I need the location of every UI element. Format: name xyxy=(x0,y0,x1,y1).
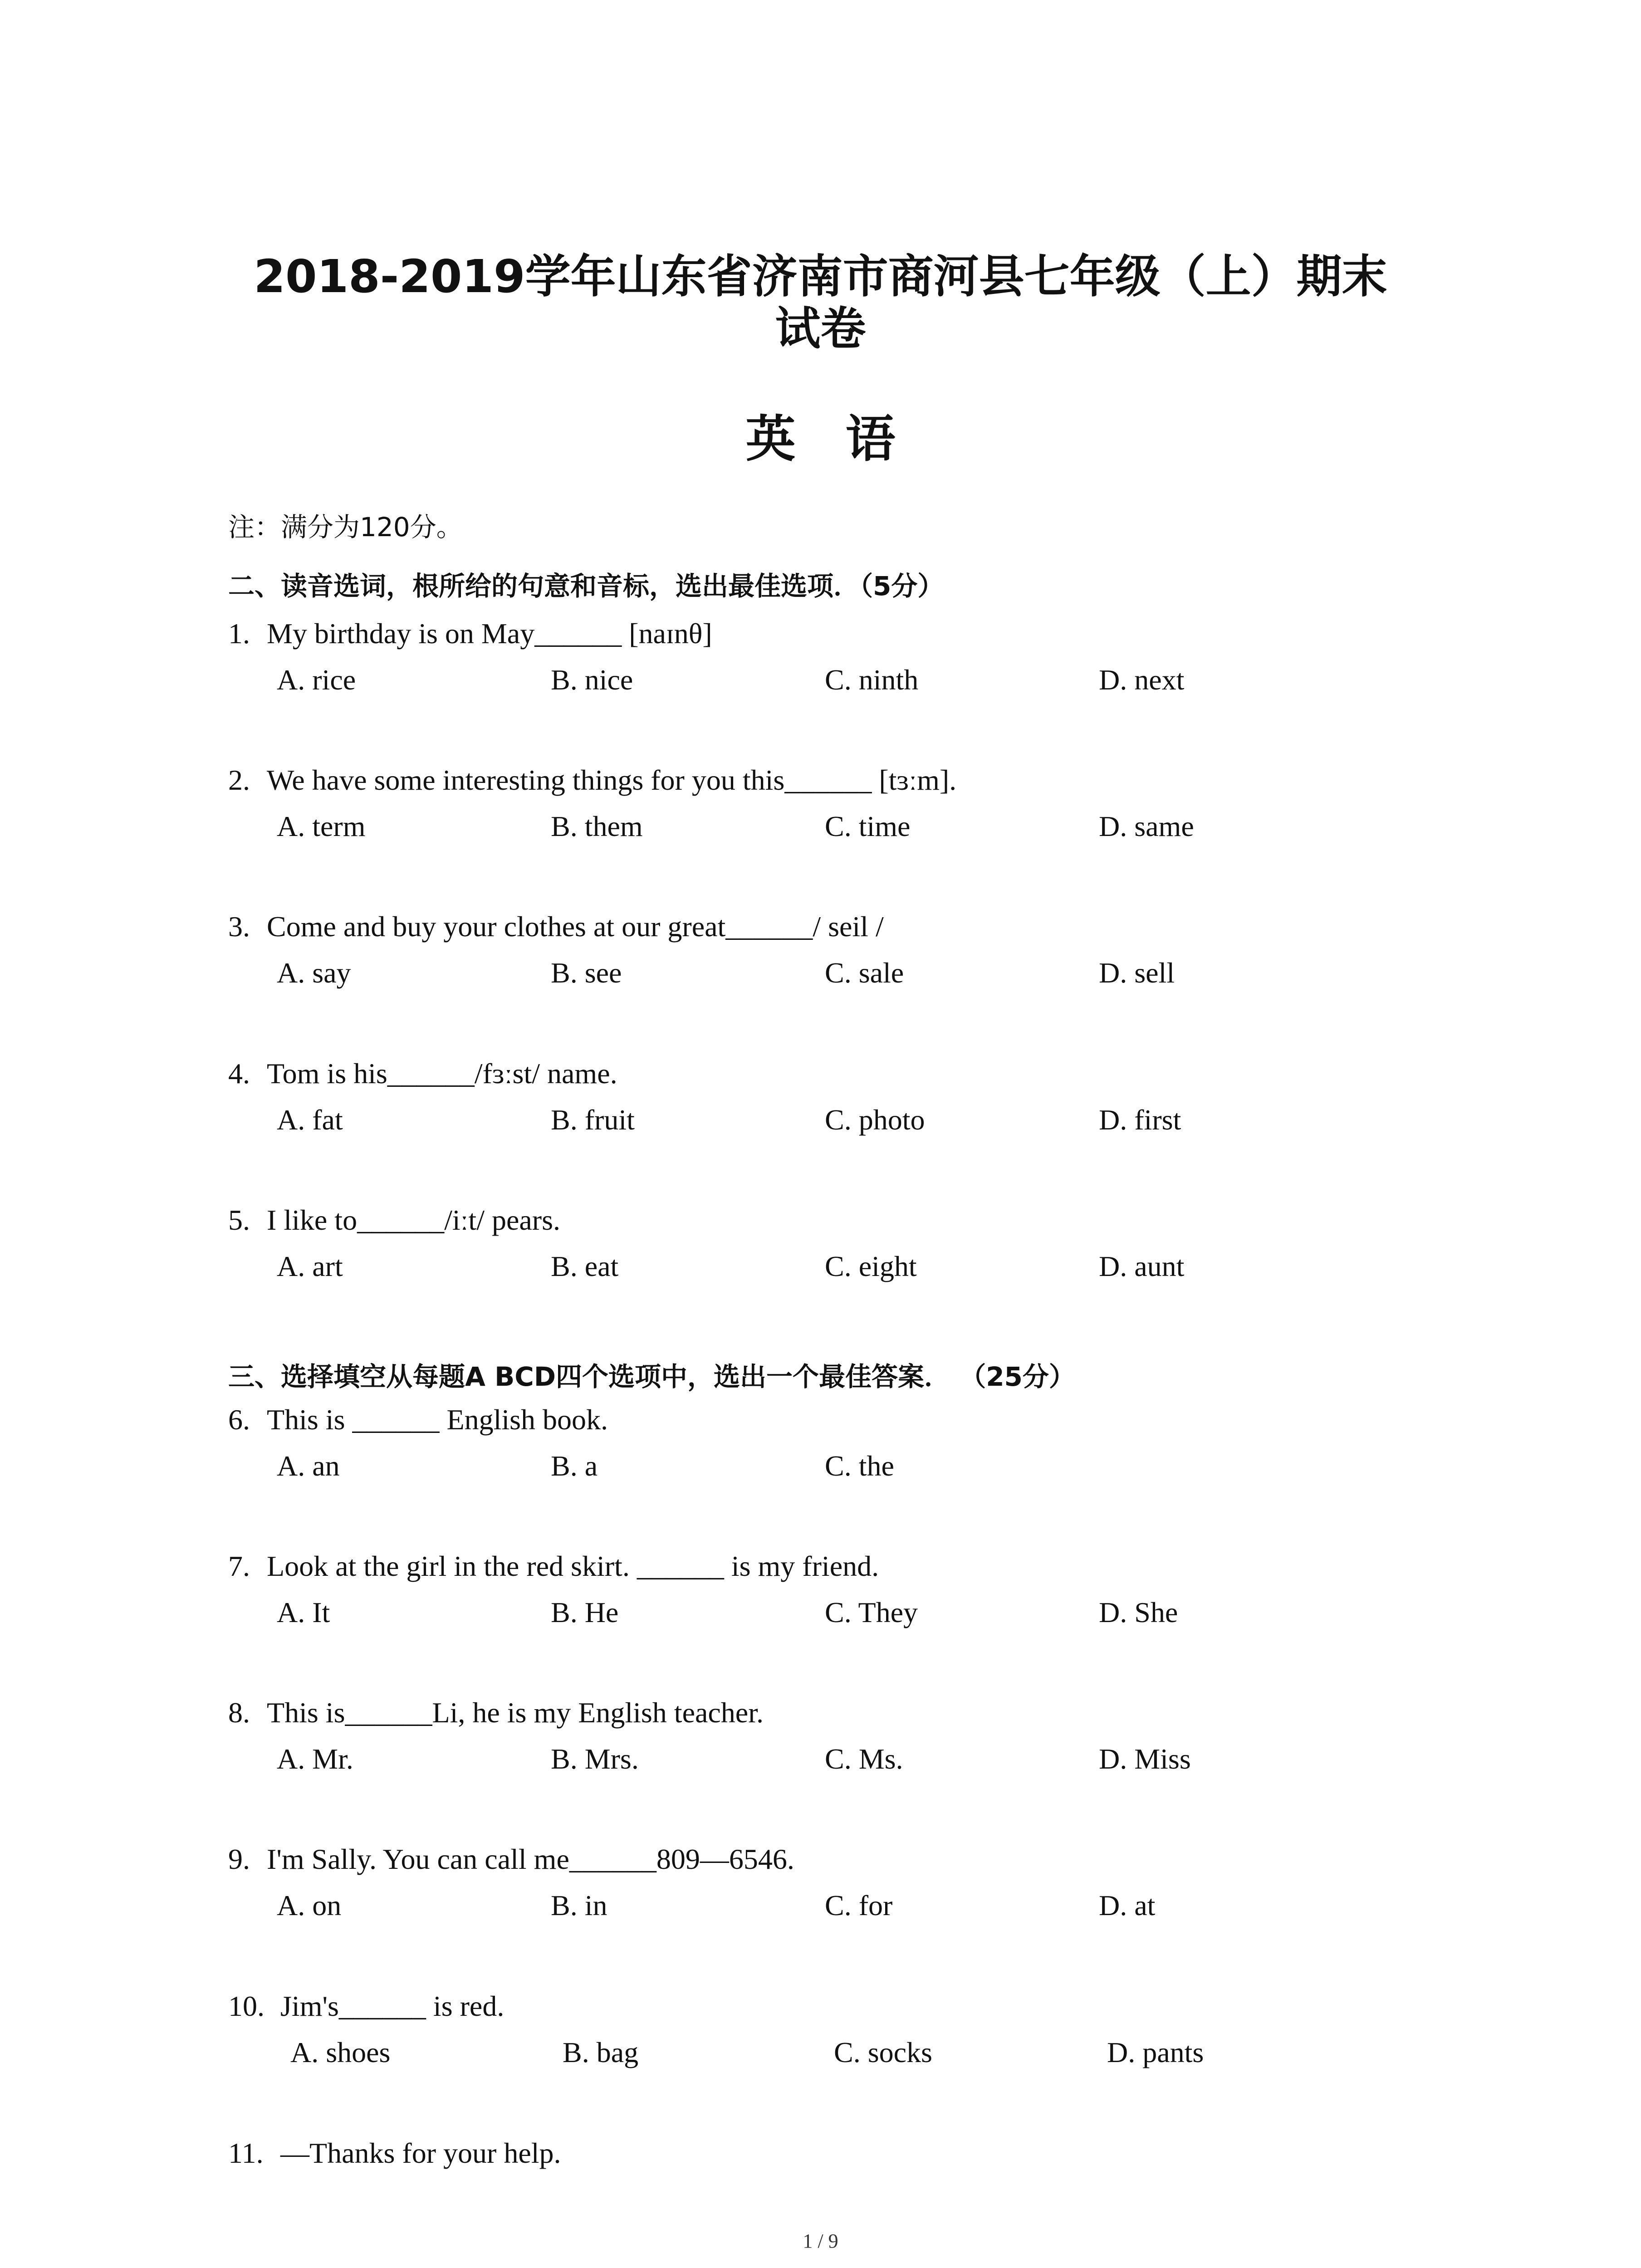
option-c[interactable]: C. photo xyxy=(825,1104,925,1136)
section-heading-phonetics: 二、读音选词，根所给的句意和音标，选出最佳选项．（5分） xyxy=(228,571,944,601)
question-number: 5. xyxy=(228,1204,250,1236)
question-1-options xyxy=(0,663,1641,699)
option-b[interactable]: B. bag xyxy=(563,2036,639,2068)
question-text: —Thanks for your help. xyxy=(280,2137,561,2169)
exam-title-line2: 试卷 xyxy=(775,302,866,355)
question-3-options xyxy=(0,956,1641,992)
question-4 xyxy=(228,1057,617,1090)
option-b[interactable]: B. a xyxy=(551,1450,598,1482)
question-text: Come and buy your clothes at our great______/ seil / xyxy=(267,910,884,943)
option-c[interactable]: C. eight xyxy=(825,1250,917,1282)
question-text: I'm Sally. You can call me______809—6546. xyxy=(267,1843,794,1875)
question-7-options xyxy=(0,1596,1641,1632)
question-number: 4. xyxy=(228,1057,250,1090)
question-8 xyxy=(228,1696,764,1730)
option-c[interactable]: C. the xyxy=(825,1450,894,1482)
option-d[interactable]: D. sell xyxy=(1099,957,1175,989)
option-b[interactable]: B. in xyxy=(551,1889,607,1921)
option-a[interactable]: A. It xyxy=(277,1596,330,1628)
option-c[interactable]: C. time xyxy=(825,810,911,842)
section-heading-multiple-choice: 三、选择填空从每题A BCD四个选项中，选出一个最佳答案． （25分） xyxy=(228,1361,1075,1392)
question-5 xyxy=(228,1203,560,1237)
question-8-options xyxy=(0,1742,1641,1779)
question-6 xyxy=(228,1403,608,1437)
option-c[interactable]: C. ninth xyxy=(825,664,919,696)
question-text: Look at the girl in the red skirt. ______ is my friend. xyxy=(267,1550,879,1582)
option-c[interactable]: C. Ms. xyxy=(825,1743,903,1775)
option-a[interactable]: A. term xyxy=(277,810,366,842)
question-number: 8. xyxy=(228,1696,250,1729)
question-4-options xyxy=(0,1103,1641,1139)
question-number: 7. xyxy=(228,1550,250,1582)
option-b[interactable]: B. He xyxy=(551,1596,619,1628)
question-number: 6. xyxy=(228,1403,250,1436)
option-b[interactable]: B. nice xyxy=(551,664,633,696)
option-b[interactable]: B. see xyxy=(551,957,622,989)
question-text: Tom is his______/fɜːst/ name. xyxy=(267,1057,617,1090)
option-a[interactable]: A. an xyxy=(277,1450,340,1482)
question-5-options xyxy=(0,1250,1641,1286)
question-text: This is______Li, he is my English teacher. xyxy=(267,1696,764,1729)
option-c[interactable]: C. socks xyxy=(834,2036,932,2068)
question-number: 11. xyxy=(228,2137,264,2169)
option-d[interactable]: D. aunt xyxy=(1099,1250,1185,1282)
question-1 xyxy=(228,617,712,650)
option-b[interactable]: B. fruit xyxy=(551,1104,635,1136)
option-d[interactable]: D. next xyxy=(1099,664,1185,696)
option-d[interactable]: D. She xyxy=(1099,1596,1178,1628)
option-a[interactable]: A. on xyxy=(277,1889,342,1921)
question-11 xyxy=(228,2136,561,2170)
question-number: 10. xyxy=(228,1990,265,2022)
question-2-options xyxy=(0,810,1641,846)
option-b[interactable]: B. Mrs. xyxy=(551,1743,639,1775)
option-a[interactable]: A. fat xyxy=(277,1104,343,1136)
question-number: 1. xyxy=(228,617,250,650)
option-d[interactable]: D. pants xyxy=(1107,2036,1204,2068)
option-a[interactable]: A. rice xyxy=(277,664,356,696)
question-text: This is ______ English book. xyxy=(267,1403,608,1436)
question-text: My birthday is on May______ [naɪnθ] xyxy=(267,617,712,650)
question-text: We have some interesting things for you this______ [tɜːm]. xyxy=(267,764,957,796)
question-2 xyxy=(228,763,956,797)
question-number: 2. xyxy=(228,764,250,796)
question-number: 9. xyxy=(228,1843,250,1875)
option-c[interactable]: C. for xyxy=(825,1889,893,1921)
option-b[interactable]: B. them xyxy=(551,810,643,842)
question-6-options xyxy=(0,1449,1641,1486)
option-d[interactable]: D. at xyxy=(1099,1889,1156,1921)
option-d[interactable]: D. first xyxy=(1099,1104,1181,1136)
score-note: 注：满分为120分。 xyxy=(228,512,463,543)
option-d[interactable]: D. Miss xyxy=(1099,1743,1191,1775)
option-c[interactable]: C. sale xyxy=(825,957,904,989)
question-9 xyxy=(228,1843,794,1876)
question-9-options xyxy=(0,1889,1641,1925)
option-a[interactable]: A. art xyxy=(277,1250,343,1282)
question-7 xyxy=(228,1549,879,1583)
option-c[interactable]: C. They xyxy=(825,1596,918,1628)
option-b[interactable]: B. eat xyxy=(551,1250,619,1282)
question-text: I like to______/iːt/ pears. xyxy=(267,1204,560,1236)
option-a[interactable]: A. say xyxy=(277,957,351,989)
question-10 xyxy=(228,1989,504,2023)
page-number: 1 / 9 xyxy=(803,2230,838,2252)
exam-title-line1: 2018-2019学年山东省济南市商河县七年级（上）期末 xyxy=(254,250,1387,303)
question-3 xyxy=(228,910,884,943)
option-a[interactable]: A. Mr. xyxy=(277,1743,353,1775)
subject-heading: 英语 xyxy=(745,410,945,468)
question-number: 3. xyxy=(228,910,250,943)
question-text: Jim's______ is red. xyxy=(280,1990,505,2022)
question-10-options xyxy=(0,2036,1641,2072)
option-d[interactable]: D. same xyxy=(1099,810,1194,842)
option-a[interactable]: A. shoes xyxy=(290,2036,391,2068)
